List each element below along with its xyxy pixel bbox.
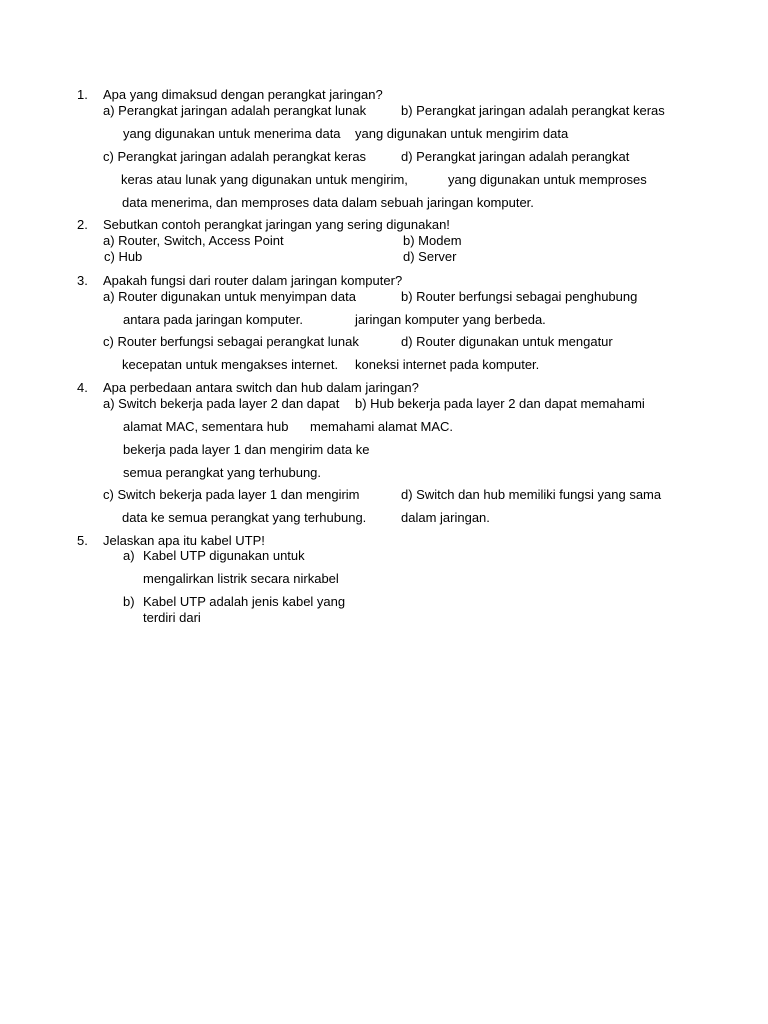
option-c-line: keras atau lunak yang digunakan untuk mengirim, <box>121 172 408 187</box>
option-a-line: Kabel UTP digunakan untuk <box>143 548 305 563</box>
option-b: b) Modem <box>403 233 462 248</box>
question-text: Sebutkan contoh perangkat jaringan yang sering digunakan! <box>103 217 450 232</box>
option-b-line: b) Router berfungsi sebagai penghubung <box>401 289 638 304</box>
option-d-line: d) Switch dan hub memiliki fungsi yang sama <box>401 487 662 502</box>
option-c-line: data ke semua perangkat yang terhubung. <box>122 510 367 525</box>
option-a-label: a) <box>123 548 135 563</box>
option-a-line: mengalirkan listrik secara nirkabel <box>143 571 339 586</box>
question-number: 4. <box>77 380 88 395</box>
option-a-line: antara pada jaringan komputer. <box>123 312 303 327</box>
option-d: d) Server <box>403 249 457 264</box>
option-c-line: c) Switch bekerja pada layer 1 dan mengirim <box>103 487 360 502</box>
option-b-line: b) Hub bekerja pada layer 2 dan dapat memahami <box>355 396 645 411</box>
question-text: Apa yang dimaksud dengan perangkat jaringan? <box>103 87 383 102</box>
question-text: Apa perbedaan antara switch dan hub dalam jaringan? <box>103 380 419 395</box>
option-b-line: terdiri dari <box>143 610 201 625</box>
option-a-line: a) Switch bekerja pada layer 2 dan dapat <box>103 396 340 411</box>
question-number: 2. <box>77 217 88 232</box>
option-c-line: c) Router berfungsi sebagai perangkat lunak <box>103 334 359 349</box>
option-a: a) Router, Switch, Access Point <box>103 233 284 248</box>
option-b-label: b) <box>123 594 135 609</box>
option-a-line: yang digunakan untuk menerima data <box>123 126 341 141</box>
option-a-line: bekerja pada layer 1 dan mengirim data ke <box>123 442 370 457</box>
question-number: 5. <box>77 533 88 548</box>
option-d-line: dalam jaringan. <box>401 510 490 525</box>
option-d-line: d) Perangkat jaringan adalah perangkat <box>401 149 630 164</box>
option-c-line: data menerima, dan memproses data dalam sebuah jaringan komputer. <box>122 195 534 210</box>
option-a-line: semua perangkat yang terhubung. <box>123 465 322 480</box>
option-a-line: a) Router digunakan untuk menyimpan data <box>103 289 356 304</box>
option-c: c) Hub <box>104 249 143 264</box>
option-c-line: c) Perangkat jaringan adalah perangkat keras <box>103 149 367 164</box>
option-b-line: b) Perangkat jaringan adalah perangkat keras <box>401 103 665 118</box>
question-text: Jelaskan apa itu kabel UTP! <box>103 533 265 548</box>
question-text: Apakah fungsi dari router dalam jaringan komputer? <box>103 273 403 288</box>
option-d-line: d) Router digunakan untuk mengatur <box>401 334 613 349</box>
option-b-line: yang digunakan untuk mengirim data <box>355 126 569 141</box>
option-a-line: a) Perangkat jaringan adalah perangkat lunak <box>103 103 367 118</box>
option-c-line: kecepatan untuk mengakses internet. <box>122 357 339 372</box>
option-d-line: koneksi internet pada komputer. <box>355 357 540 372</box>
question-number: 1. <box>77 87 88 102</box>
option-b-line: memahami alamat MAC. <box>310 419 454 434</box>
option-b-line: Kabel UTP adalah jenis kabel yang <box>143 594 346 609</box>
question-number: 3. <box>77 273 88 288</box>
option-a-line: alamat MAC, sementara hub <box>123 419 289 434</box>
option-b-line: jaringan komputer yang berbeda. <box>355 312 546 327</box>
option-d-line: yang digunakan untuk memproses <box>448 172 647 187</box>
